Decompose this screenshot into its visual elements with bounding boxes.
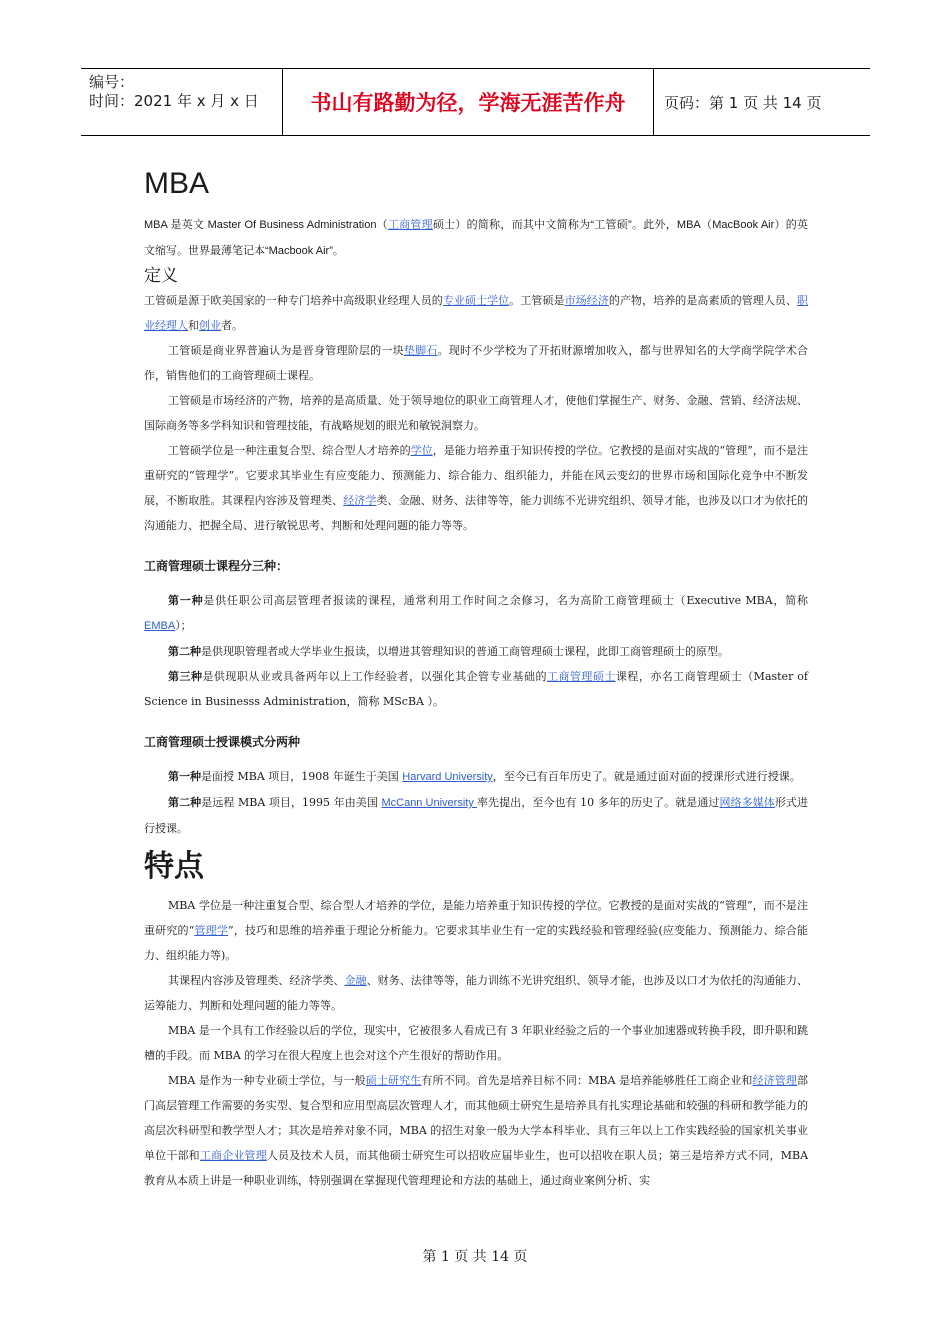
link-finance[interactable]: 金融 <box>344 974 367 987</box>
link-management-science[interactable]: 管理学 <box>194 924 229 937</box>
text: 工管硕学位是一种注重复合型、综合型人才培养的 <box>168 444 411 457</box>
document-body <box>144 160 808 1193</box>
text: 形式进行授课。 <box>144 796 808 835</box>
link-business-management[interactable]: 工商企业管理 <box>199 1149 267 1162</box>
courses-heading: 工商管理硕士课程分三种： <box>144 559 289 573</box>
text: ”，技巧和思维的培养重于理论分析能力。它要求其毕业生有一定的实践经验和管理经验(应变能力、预测能力、综合能力、组织能力等)。 <box>144 924 809 962</box>
text: 的产物，培养的是高素质的管理人员、 <box>608 294 798 307</box>
course-type-2 <box>144 639 808 664</box>
teaching-mode-1 <box>144 764 808 790</box>
text: MBA 是作为一种专业硕士学位，与一般 <box>168 1074 366 1087</box>
section-heading-definition: 定义 <box>144 266 178 286</box>
features-paragraph-2 <box>144 968 808 1018</box>
header-date: 时间：2021 年 x 月 x 日 <box>89 92 259 110</box>
link-network-multimedia[interactable]: 网络多媒体 <box>719 796 775 809</box>
text: MBA 学位是一种注重复合型、综合型人才培养的学位，是能力培养重于知识传授的学位。它教授的是面对实战的“管理”，而不是注重研究的“ <box>144 899 808 937</box>
link-graduate-student[interactable]: 硕士研究生 <box>365 1074 422 1087</box>
definition-paragraph-3: 工管硕是市场经济的产物，培养的是高质量、处于领导地位的职业工商管理人才，使他们掌握生产、财务、金融、营销、经济法规、国际商务等多学科知识和管理技能，有战略规划的眼光和敏锐洞察力。 <box>144 394 808 432</box>
text: 有所不同。首先是培养目标不同：MBA 是培养能够胜任工商企业和 <box>421 1074 753 1087</box>
link-mba-degree[interactable]: 工商管理硕士 <box>546 670 616 683</box>
link-emba[interactable]: EMBA <box>144 620 176 632</box>
label: 第一种 <box>168 594 204 607</box>
label: 第一种 <box>168 770 201 783</box>
label: 第二种 <box>168 796 202 809</box>
text: ，至今已有百年历史了。就是通过面对面的授课形式进行授课。 <box>492 770 801 783</box>
link-professional-manager[interactable]: 职业经理人 <box>144 294 809 332</box>
link-mccann[interactable]: McCann University <box>381 797 477 809</box>
text: 、财务、法律等等，能力训练不光讲究组织、领导才能，也涉及以口才为依托的沟通能力、运筹能力、判断和处理问题的能力等等。 <box>144 974 809 1012</box>
text: 是供现职从业或具备两年以上工作经验者，以强化其企管专业基础的 <box>202 670 547 683</box>
link-stepping-stone[interactable]: 垫脚石 <box>403 344 438 357</box>
link-market-economy[interactable]: 市场经济 <box>564 294 609 307</box>
text: 工管硕是源于欧美国家的一种专门培养中高级职业经理人员的 <box>144 294 443 307</box>
section-heading-features: 特点 <box>144 849 204 884</box>
link-gongshangguanli[interactable]: 工商管理 <box>387 218 433 231</box>
header-number: 编号： <box>89 73 135 91</box>
text: MBA 是英文 Master Of Business Administration（ <box>144 219 388 231</box>
text: 工管硕是商业界普遍认为是晋身管理阶层的一块 <box>168 344 404 357</box>
page-footer: 第 1 页 共 14 页 <box>422 1249 528 1265</box>
header-page-number: 页码：第 1 页 共 14 页 <box>664 93 822 112</box>
link-economics[interactable]: 经济学 <box>343 494 377 507</box>
text: 。现时不少学校为了开拓财源增加收入，都与世界知名的大学商学院学术合作，销售他们的工商管理硕士课程。 <box>144 344 809 382</box>
link-entrepreneurship[interactable]: 创业 <box>199 319 221 332</box>
definition-paragraph-2 <box>144 338 808 388</box>
text: 和 <box>188 319 199 332</box>
page-header <box>81 68 870 136</box>
text: 。工管硕是 <box>509 294 565 307</box>
text: 人员及技术人员，而其他硕士研究生可以招收应届毕业生，也可以招收在职人员；第三是培养方式不同，MBA 教育从本质上讲是一种职业训练，特别强调在掌握现代管理理论和方法的基础上，通过商业案例分析、实 <box>144 1149 809 1187</box>
text: 硕士）的简称，而其中文简称为“工管硕”。此外，MBA（MacBook Air）的英文缩写。世界最薄笔记本“Macbook Air”。 <box>144 219 809 257</box>
teaching-mode-2 <box>144 790 808 841</box>
text: 其课程内容涉及管理类、经济学类、 <box>168 974 345 987</box>
definition-paragraph-1 <box>144 288 808 338</box>
definition-paragraph-4 <box>144 438 808 538</box>
modes-heading: 工商管理硕士授课模式分两种 <box>144 735 301 749</box>
text: 率先提出，至今也有 10 多年的历史了。就是通过 <box>476 796 720 809</box>
link-economic-management[interactable]: 经济管理 <box>752 1074 797 1087</box>
course-type-3 <box>144 664 808 714</box>
header-meta <box>81 69 282 135</box>
features-paragraph-3: MBA 是一个具有工作经验以后的学位，现实中，它被很多人看成已有 3 年职业经验之后的一个事业加速器或转换手段，即升职和跳槽的手段。而 MBA 的学习在很大程度上也会对这个产生很好的帮助作用。 <box>144 1024 808 1062</box>
link-professional-degree[interactable]: 专业硕士学位 <box>442 294 510 307</box>
text: 是远程 MBA 项目，1995 年由美国 <box>201 796 382 809</box>
text: ，是能力培养重于知识传授的学位。它教授的是面对实战的“管理”，而不是注重研究的“管理学”。它要求其毕业生有应变能力、预测能力、综合能力、组织能力，并能在风云变幻的世界市场和国际化竞争中不断发展，不断取胜。其课程内容涉及管理类、 <box>144 444 809 507</box>
label: 第三种 <box>168 670 203 683</box>
text: 者。 <box>221 319 243 332</box>
text: 课程，亦名工商管理硕士（Master of Science in Businesss Administration，简称 MScBA ）。 <box>144 670 809 708</box>
intro-paragraph <box>144 212 808 264</box>
features-paragraph-1 <box>144 893 808 968</box>
label: 第二种 <box>168 645 201 658</box>
header-motto: 书山有路勤为径，学海无涯苦作舟 <box>282 69 654 135</box>
text: 类、金融、财务、法律等等，能力训练不光讲究组织、领导才能，也涉及以口才为依托的沟通能力、把握全局、进行敏锐思考、判断和处理问题的能力等等。 <box>144 494 809 532</box>
features-paragraph-4 <box>144 1068 808 1193</box>
link-harvard[interactable]: Harvard University <box>402 771 493 783</box>
text: 是供现职管理者或大学毕业生报读，以增进其管理知识的普通工商管理硕士课程，此即工商管理硕士的原型。 <box>201 645 729 658</box>
text: 部门高层管理工作需要的务实型、复合型和应用型高层次管理人才，而其他硕士研究生是培养具有扎实理论基础和较强的科研和教学能力的高层次科研型和教学型人才；其次是培养对象不同，MBA 的招生对象一般为大学本科毕业、具有三年以上工作实践经验的国家机关事业单位干部和 <box>144 1074 808 1162</box>
doc-title: MBA <box>144 167 210 200</box>
course-type-1 <box>144 588 808 639</box>
text: ）； <box>175 619 192 632</box>
text: 是供任职公司高层管理者报读的课程，通常利用工作时间之余修习，名为高阶工商管理硕士（Executive MBA，简称 <box>203 594 809 607</box>
text: 是面授 MBA 项目，1908 年诞生于美国 <box>201 770 403 783</box>
link-degree[interactable]: 学位 <box>410 444 433 457</box>
